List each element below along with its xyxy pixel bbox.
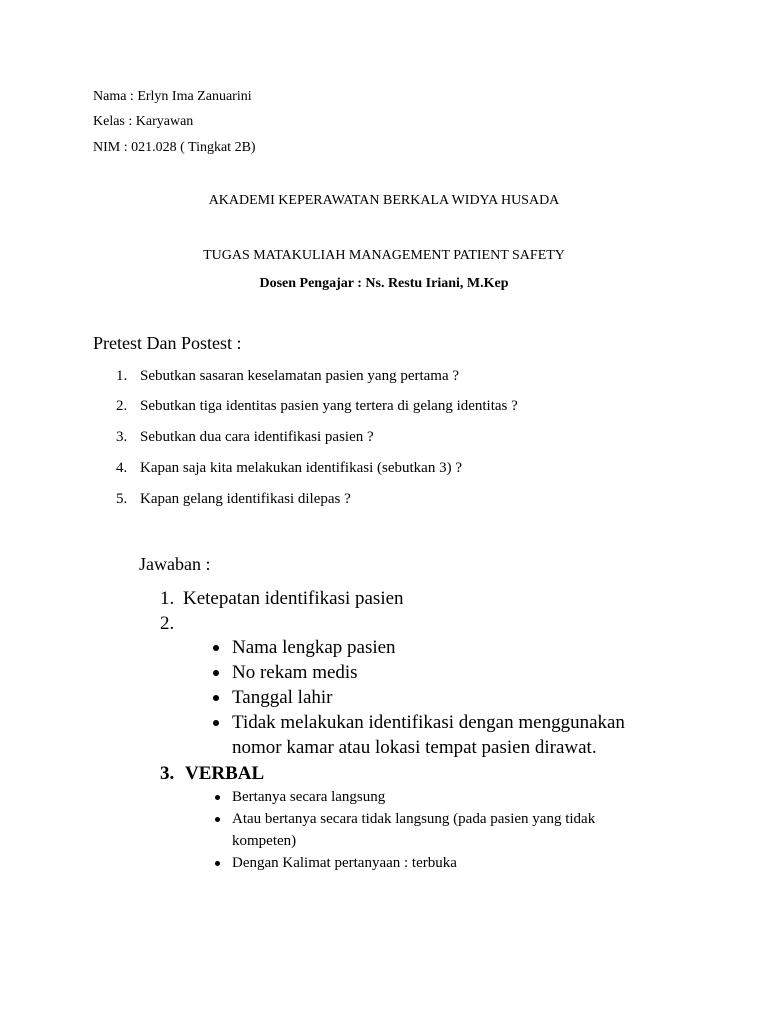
answers-heading: Jawaban : [139, 554, 211, 574]
lecturer-line: Dosen Pengajar : Ns. Restu Iriani, M.Kep [259, 276, 509, 291]
question-number: 1. [116, 368, 128, 384]
answer-bullet-continuation: nomor kamar atau lokasi tempat pasien dirawat. [232, 737, 597, 758]
bullet-icon [215, 795, 220, 800]
bullet-icon [213, 645, 219, 651]
student-nim: NIM : 021.028 ( Tingkat 2B) [93, 140, 256, 155]
answer-bullet-text: Bertanya secara langsung [232, 789, 386, 805]
answer-text: Ketepatan identifikasi pasien [183, 588, 404, 609]
institution-title: AKADEMI KEPERAWATAN BERKALA WIDYA HUSADA [208, 193, 560, 208]
answer-number: 2. [160, 613, 175, 634]
answer-number: 3. [160, 763, 175, 784]
answer-bullet-text: Nama lengkap pasien [232, 637, 396, 658]
question-number: 5. [116, 491, 128, 507]
bullet-icon [215, 861, 220, 866]
bullet-icon [213, 695, 219, 701]
answer-bullet-continuation: kompeten) [232, 833, 297, 849]
answer-number: 1. [160, 588, 175, 609]
bullet-icon [213, 670, 219, 676]
answer-bullet-text: Atau bertanya secara tidak langsung (pada pasien yang tidak [232, 811, 596, 827]
answer-bullet-text: No rekam medis [232, 662, 358, 683]
answer-bullet-text: Dengan Kalimat pertanyaan : terbuka [232, 855, 457, 871]
answer-bullet-text: Tanggal lahir [232, 687, 333, 708]
student-name: Nama : Erlyn Ima Zanuarini [93, 89, 252, 104]
bullet-icon [213, 720, 219, 726]
answer-bullet-text: Tidak melakukan identifikasi dengan menggunakan [232, 712, 625, 733]
section-heading: Pretest Dan Postest : [93, 333, 242, 353]
question-text: Sebutkan sasaran keselamatan pasien yang pertama ? [140, 368, 460, 384]
question-text: Kapan saja kita melakukan identifikasi (sebutkan 3) ? [140, 460, 462, 476]
question-number: 4. [116, 460, 128, 476]
question-text: Sebutkan dua cara identifikasi pasien ? [140, 429, 374, 445]
course-title: TUGAS MATAKULIAH MANAGEMENT PATIENT SAFETY [203, 248, 565, 263]
bullet-icon [215, 817, 220, 822]
question-text: Sebutkan tiga identitas pasien yang tertera di gelang identitas ? [140, 398, 518, 414]
student-class: Kelas : Karyawan [93, 114, 194, 129]
question-number: 3. [116, 429, 128, 445]
answer-title: VERBAL [185, 763, 265, 784]
question-text: Kapan gelang identifikasi dilepas ? [140, 491, 351, 507]
question-number: 2. [116, 398, 128, 414]
